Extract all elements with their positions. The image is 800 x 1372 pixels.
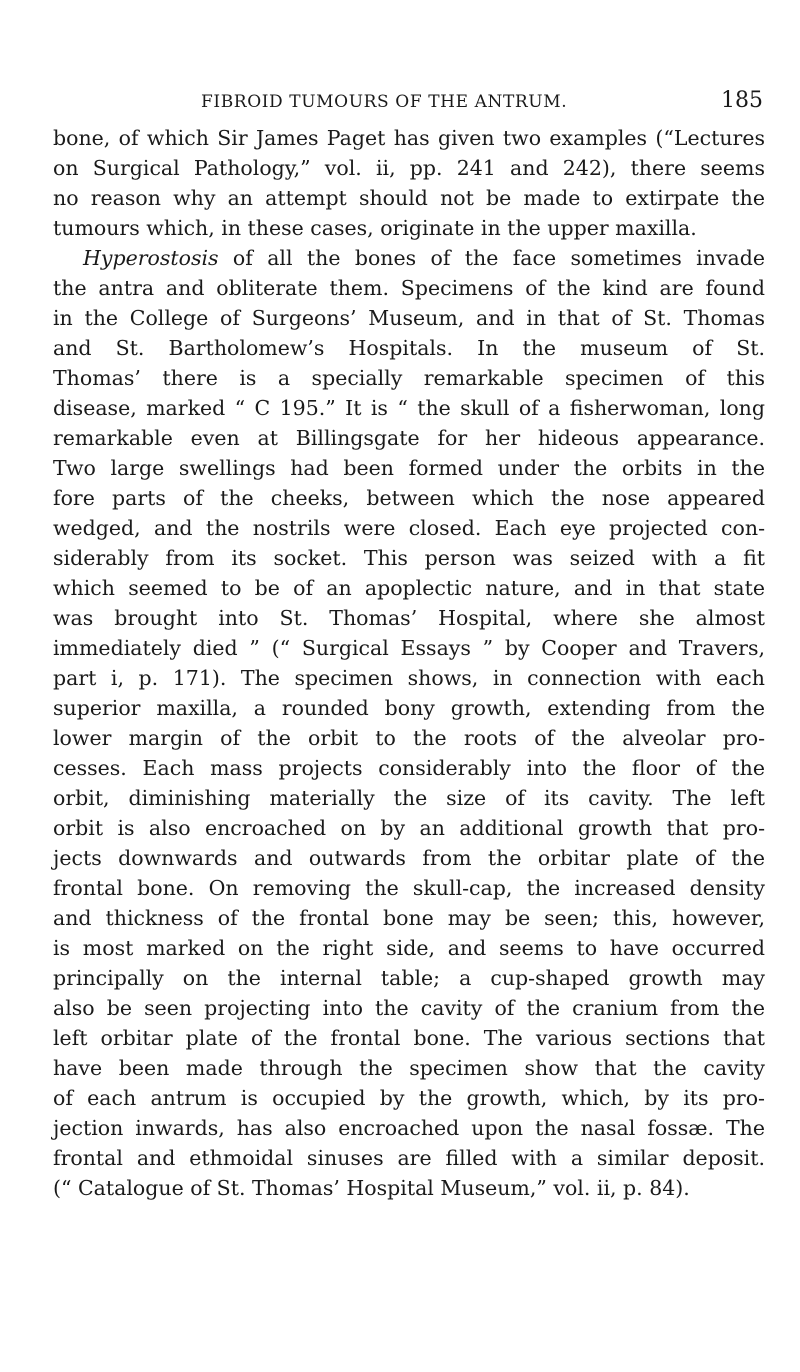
text-line: superior maxilla, a rounded bony growth, extending from the bbox=[53, 696, 765, 720]
text-line: wedged, and the nostrils were closed. Each eye projected con- bbox=[53, 516, 765, 540]
body-text bbox=[53, 123, 765, 1203]
text-line: left orbitar plate of the frontal bone. The various sections that bbox=[53, 1026, 765, 1050]
text-line: on Surgical Pathology,” vol. ii, pp. 241 and 242), there seems bbox=[53, 156, 765, 180]
text-line: Two large swellings had been formed under the orbits in the bbox=[53, 456, 765, 480]
text-line: bone, of which Sir James Paget has given two examples (“Lectures bbox=[53, 126, 765, 150]
text-line: in the College of Surgeons’ Museum, and in that of St. Thomas bbox=[53, 306, 765, 330]
text-line: have been made through the specimen show that the cavity bbox=[53, 1056, 765, 1080]
text-line: Thomas’ there is a specially remarkable specimen of this bbox=[53, 366, 765, 390]
text-line: siderably from its socket. This person was seized with a fit bbox=[53, 546, 765, 570]
text-line: cesses. Each mass projects considerably into the floor of the bbox=[53, 756, 765, 780]
text-line: and thickness of the frontal bone may be seen; this, however, bbox=[53, 906, 765, 930]
text-line: jects downwards and outwards from the orbitar plate of the bbox=[53, 846, 765, 870]
text-line: (“ Catalogue of St. Thomas’ Hospital Museum,” vol. ii, p. 84). bbox=[53, 1176, 690, 1200]
text-line: remarkable even at Billingsgate for her hideous appearance. bbox=[53, 426, 765, 450]
text-line: tumours which, in these cases, originate in the upper maxilla. bbox=[53, 216, 697, 240]
text-line: disease, marked “ C 195.” It is “ the skull of a fisherwoman, long bbox=[53, 396, 765, 420]
italic-term: Hyperostosis bbox=[83, 246, 219, 270]
text-line: frontal and ethmoidal sinuses are filled with a similar deposit. bbox=[53, 1146, 765, 1170]
text-line: the antra and obliterate them. Specimens of the kind are found bbox=[53, 276, 765, 300]
text-line: orbit is also encroached on by an additional growth that pro- bbox=[53, 816, 765, 840]
text-line: which seemed to be of an apoplectic nature, and in that state bbox=[53, 576, 765, 600]
running-head bbox=[53, 88, 763, 118]
text-line-rest: of all the bones of the face sometimes invade bbox=[232, 246, 765, 270]
text-line: immediately died ” (“ Surgical Essays ” by Cooper and Travers, bbox=[53, 636, 765, 660]
text-line: orbit, diminishing materially the size of its cavity. The left bbox=[53, 786, 765, 810]
text-line: part i, p. 171). The specimen shows, in connection with each bbox=[53, 666, 765, 690]
text-line: no reason why an attempt should not be made to extirpate the bbox=[53, 186, 765, 210]
text-line: frontal bone. On removing the skull-cap, the increased density bbox=[53, 876, 765, 900]
text-line: of each antrum is occupied by the growth, which, by its pro- bbox=[53, 1086, 765, 1110]
text-line: lower margin of the orbit to the roots of the alveolar pro- bbox=[53, 726, 765, 750]
page-number: 185 bbox=[721, 88, 763, 113]
text-line: jection inwards, has also encroached upon the nasal fossæ. The bbox=[53, 1116, 765, 1140]
text-line: principally on the internal table; a cup-shaped growth may bbox=[53, 966, 765, 990]
text-line: was brought into St. Thomas’ Hospital, where she almost bbox=[53, 606, 765, 630]
text-line: is most marked on the right side, and seems to have occurred bbox=[53, 936, 765, 960]
text-line bbox=[53, 243, 765, 273]
text-line: and St. Bartholomew’s Hospitals. In the museum of St. bbox=[53, 336, 765, 360]
text-line: also be seen projecting into the cavity of the cranium from the bbox=[53, 996, 765, 1020]
running-title: FIBROID TUMOURS OF THE ANTRUM. bbox=[201, 92, 568, 112]
text-line: fore parts of the cheeks, between which the nose appeared bbox=[53, 486, 765, 510]
